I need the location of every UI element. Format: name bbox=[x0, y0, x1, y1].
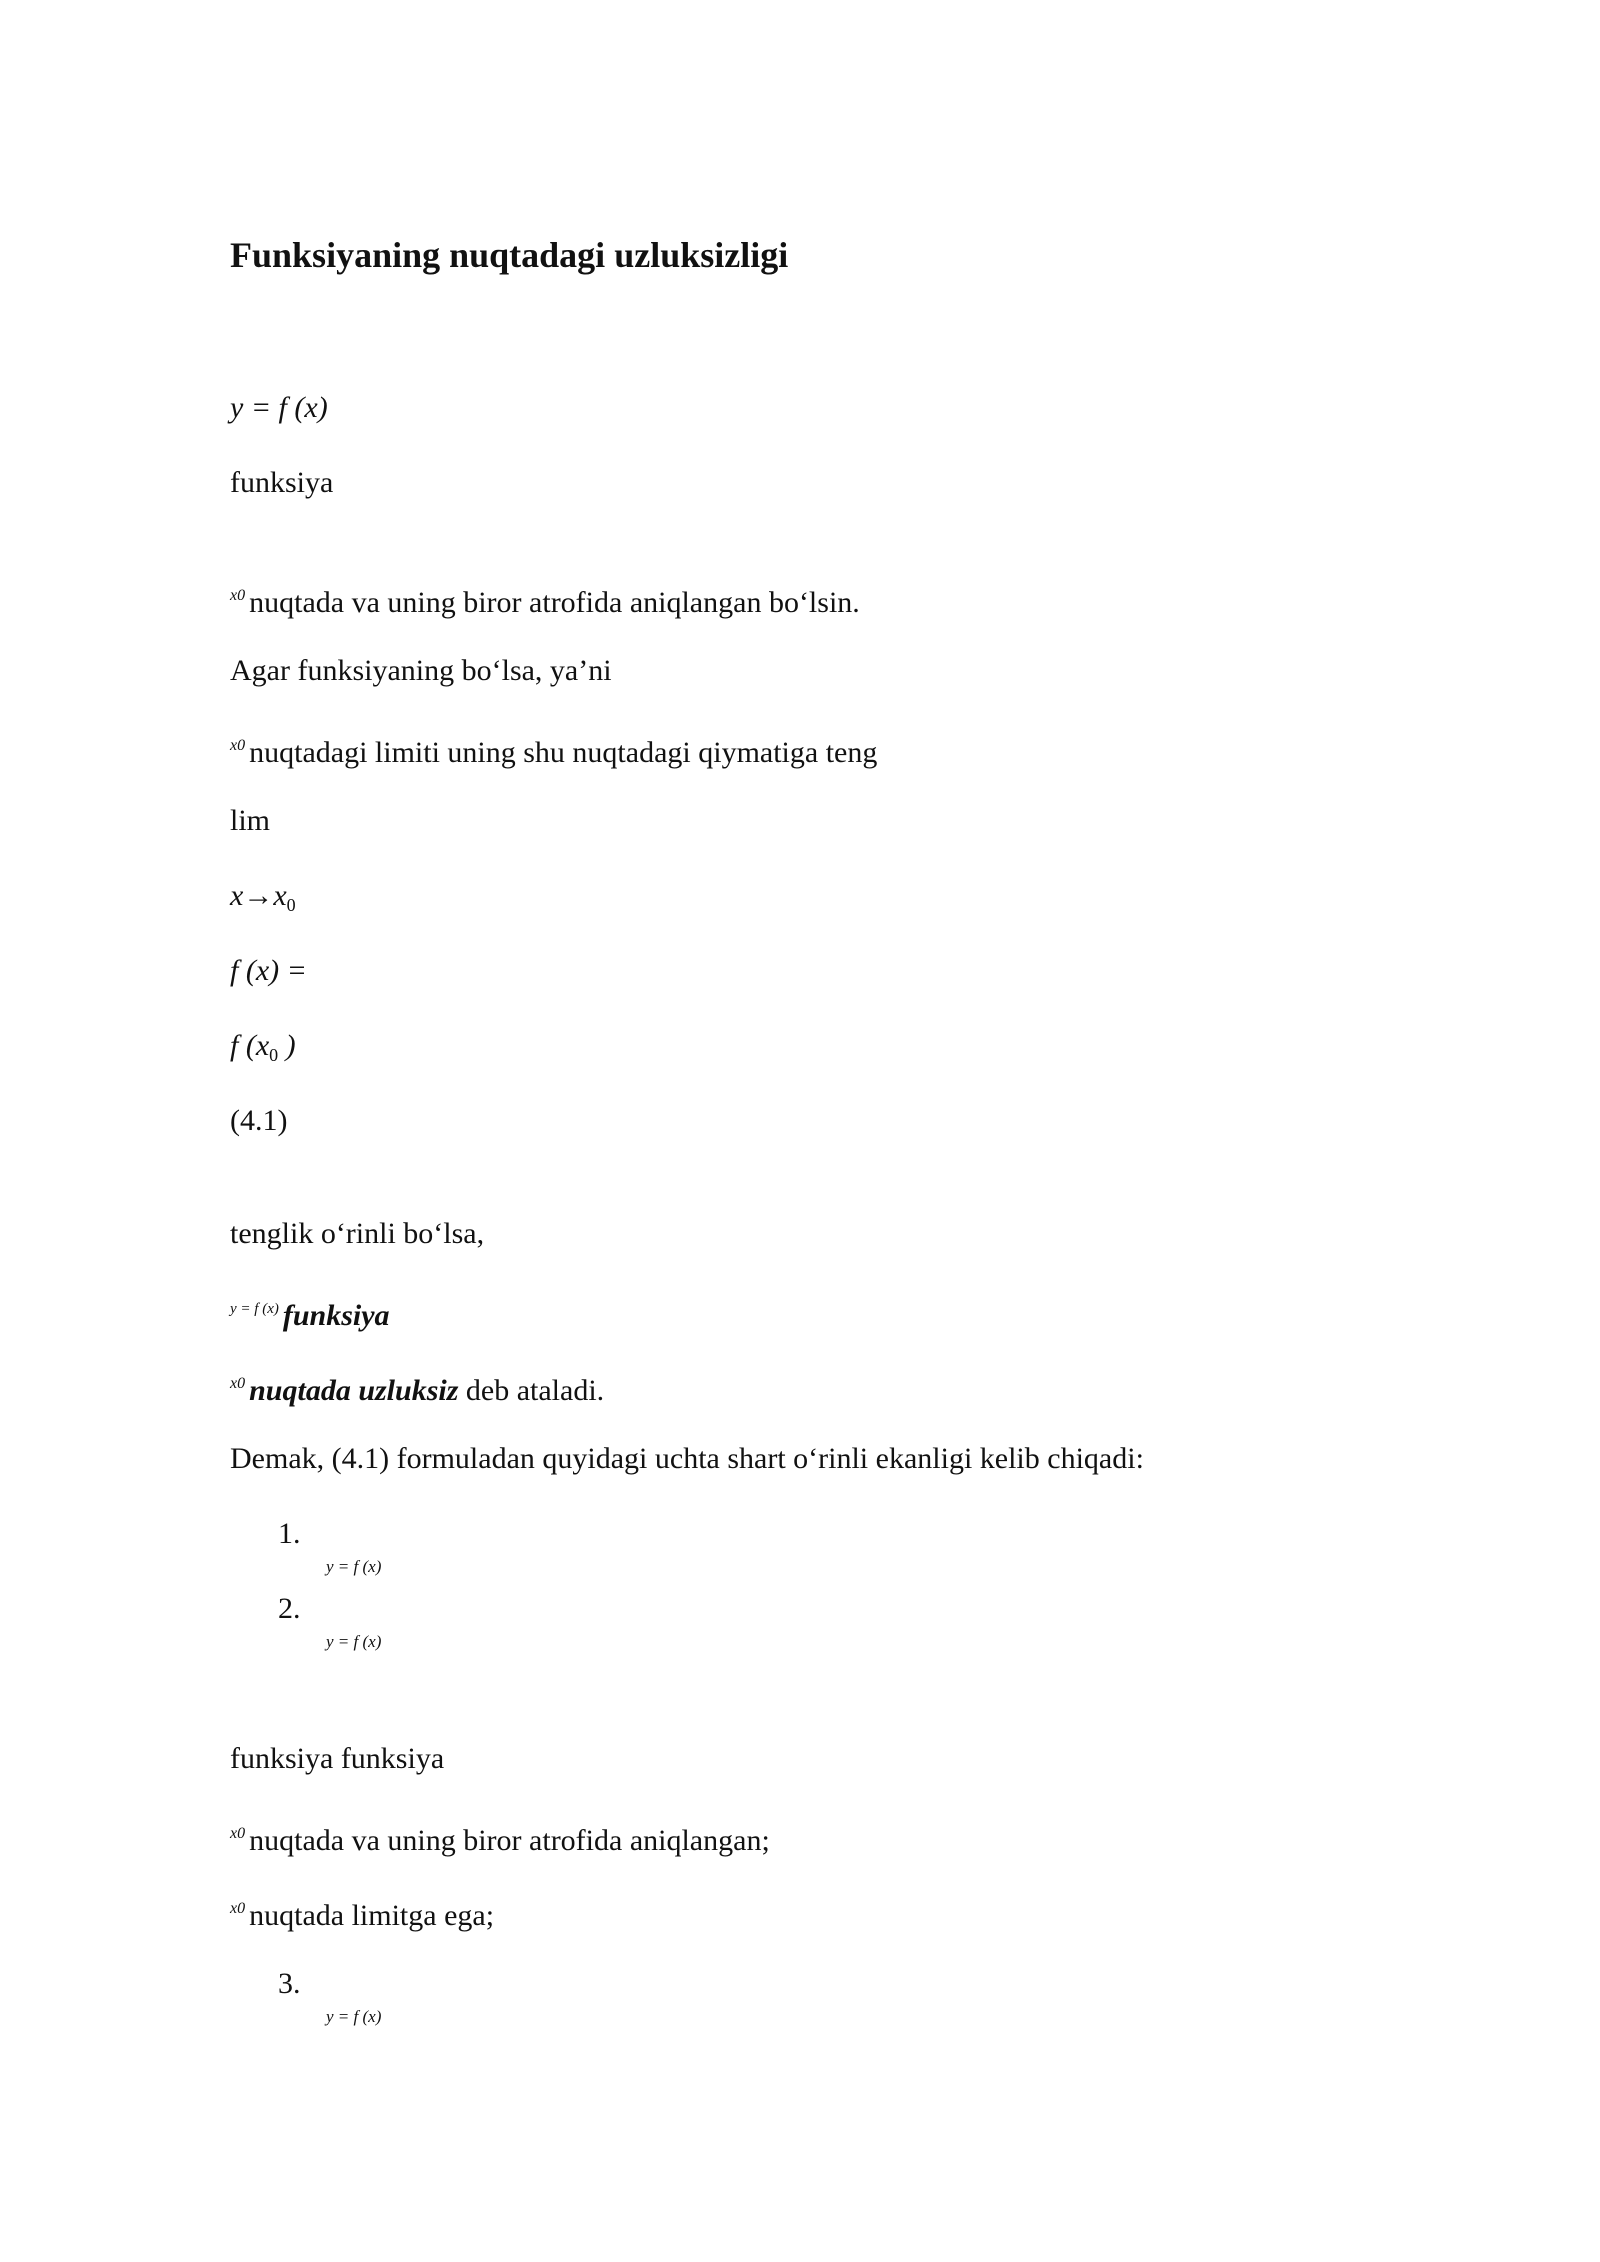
formula-fx-equals: f (x) = bbox=[230, 954, 307, 987]
list-item-formula: y = f (x) bbox=[326, 1632, 382, 1651]
formula-lim: lim bbox=[230, 804, 271, 837]
text-tenglik: tenglik o‘rinli bo‘lsa, bbox=[230, 1217, 485, 1250]
symbol-x0: x0 bbox=[230, 587, 246, 604]
text-content: nuqtadagi limiti uning shu nuqtadagi qiymatiga teng bbox=[249, 736, 878, 769]
text-content: nuqtada va uning biror atrofida aniqlangan; bbox=[249, 1824, 770, 1857]
list-item-number: 3. bbox=[278, 1967, 301, 2000]
text-content: nuqtada va uning biror atrofida aniqlangan bo‘lsin. bbox=[249, 586, 860, 619]
term-uzluksiz: nuqtada uzluksiz bbox=[249, 1374, 459, 1407]
text-agar: Agar funksiyaning bo‘lsa, ya’ni bbox=[230, 654, 612, 687]
equation-number: (4.1) bbox=[230, 1104, 288, 1137]
list-item-number: 2. bbox=[278, 1592, 301, 1625]
formula-f-x0: f ($x_0$ ) bbox=[230, 1029, 296, 1065]
list-item-number: 1. bbox=[278, 1517, 301, 1550]
list-item-formula: y = f (x) bbox=[326, 2007, 382, 2026]
text-condition-limit bbox=[230, 1891, 494, 1934]
text-funksiya-bold bbox=[230, 1291, 390, 1334]
text-demak: Demak, (4.1) formuladan quyidagi uchta shart o‘rinli ekanligi kelib chiqadi: bbox=[230, 1442, 1144, 1475]
list-item-formula: y = f (x) bbox=[326, 1557, 382, 1576]
formula-y-equals-fx: y = f (x) bbox=[230, 391, 328, 424]
text-funksiya: funksiya bbox=[230, 466, 334, 499]
symbol-x0: x0 bbox=[230, 737, 246, 754]
text-content: funksiya bbox=[282, 1299, 390, 1332]
text-content: deb ataladi. bbox=[458, 1374, 605, 1407]
text-content: nuqtada limitga ega; bbox=[249, 1899, 495, 1932]
text-condition-defined bbox=[230, 1816, 770, 1859]
text-limit-equals-value bbox=[230, 728, 877, 771]
symbol-x0: x0 bbox=[230, 1825, 246, 1842]
text-funksiya-funksiya: funksiya funksiya bbox=[230, 1742, 445, 1775]
symbol-y-fx: y = f (x) bbox=[230, 1301, 279, 1317]
symbol-x0: x0 bbox=[230, 1375, 246, 1392]
formula-x-to-x0: $x\to x_0$ bbox=[230, 879, 296, 915]
text-uzluksiz-definition bbox=[230, 1366, 604, 1409]
symbol-x0: x0 bbox=[230, 1900, 246, 1917]
page-title: Funksiyaning nuqtadagi uzluksizligi bbox=[230, 235, 789, 275]
text-defined-at-point bbox=[230, 578, 860, 621]
